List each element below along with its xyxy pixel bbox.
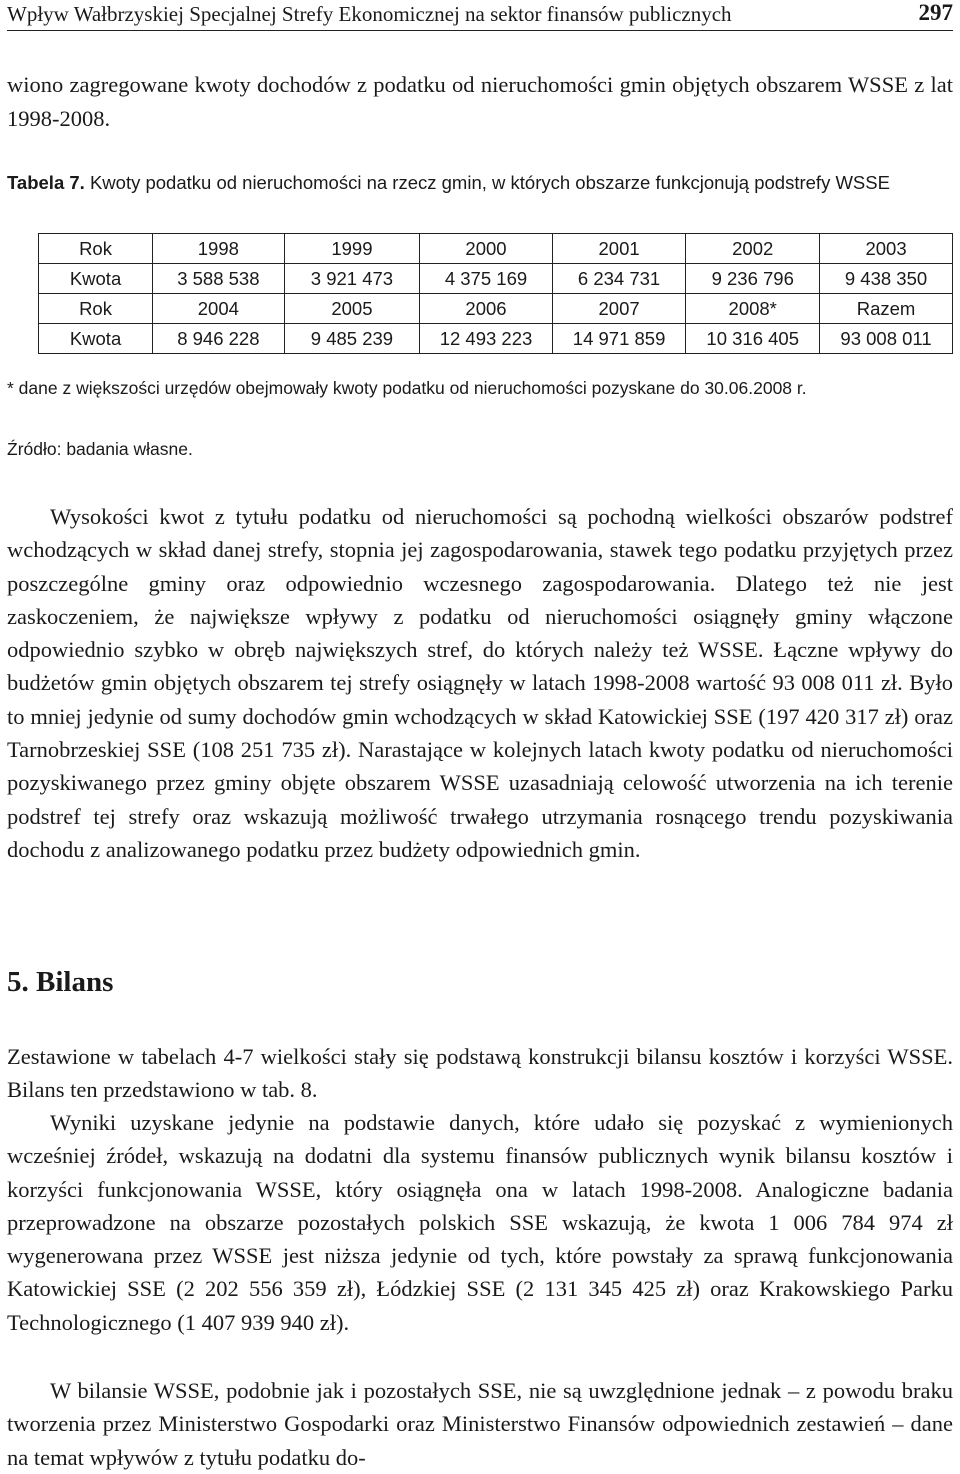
table-cell: 6 234 731 [552,264,686,294]
table-cell: 9 236 796 [686,264,820,294]
table-row-header: Kwota [39,264,153,294]
tax-table [38,233,953,354]
table-cell: 12 493 223 [420,324,553,354]
table-note: * dane z większości urzędów obejmowały kwoty podatku od nieruchomości pozyskane do 30.06.2008 r. [7,378,807,398]
table-cell: 4 375 169 [420,264,553,294]
table-cell: 2007 [552,294,686,324]
table-row [39,324,953,354]
table-cell: 2002 [686,234,820,264]
table-row [39,294,953,324]
intro-paragraph: wiono zagregowane kwoty dochodów z podatku od nieruchomości gmin objętych obszarem WSSE z lat 1998-2008. [7,72,953,131]
table-cell: 2000 [420,234,553,264]
table-source: Źródło: badania własne. [7,439,193,459]
body-paragraph-2: Zestawione w tabelach 4-7 wielkości stały się podstawą konstrukcji bilansu kosztów i korzyści WSSE. Bilans ten przedstawiono w tab. 8. [7,1044,953,1103]
table-cell: 2003 [820,234,953,264]
table-row-header: Kwota [39,324,153,354]
page-number: 297 [918,0,953,25]
running-header-title: Wpływ Wałbrzyskiej Specjalnej Strefy Ekonomicznej na sektor finansów publicznych [7,2,732,26]
table-caption-label: Tabela 7. [7,172,85,193]
table-row-header: Rok [39,294,153,324]
table-caption [7,167,953,199]
table-cell: 93 008 011 [820,324,953,354]
table-cell: 2006 [420,294,553,324]
table-cell: 10 316 405 [686,324,820,354]
table-row-header: Rok [39,234,153,264]
tax-table-body [39,234,953,354]
section-heading: 5. Bilans [7,966,114,998]
table-cell: 2001 [552,234,686,264]
body-paragraph-4: W bilansie WSSE, podobnie jak i pozostałych SSE, nie są uwzględnione jednak – z powodu braku tworzenia przez Ministerstwo Gospodarki oraz Ministerstwo Finansów odpowiednich zestawień – dane na temat wpływów z tytułu podatku do- [7,1378,953,1470]
body-paragraph-3: Wyniki uzyskane jedynie na podstawie danych, które udało się pozyskać z wymienionych wcześniej źródeł, wskazują na dodatni dla systemu finansów publicznych wynik bilansu kosztów i korzyści funkcjonowania WSSE, który osiągnęła ona w latach 1998-2008. Analogiczne badania przeprowadzone na obszarze pozostałych polskich SSE wskazują, że kwota 1 006 784 974 zł wygenerowana przez WSSE jest niższa jedynie od tych, które powstały za sprawą funkcjonowania Katowickiej SSE (2 202 556 359 zł), Łódzkiej SSE (2 131 345 425 zł) oraz Krakowskiego Parku Technologicznego (1 407 939 940 zł). [7,1110,953,1335]
table-cell: 1998 [153,234,285,264]
table-cell: 1999 [284,234,420,264]
running-header [7,0,953,31]
table-cell: 3 588 538 [153,264,285,294]
table-cell: 3 921 473 [284,264,420,294]
body-paragraph-1: Wysokości kwot z tytułu podatku od nieruchomości są pochodną wielkości obszarów podstref wchodzących w skład danej strefy, stopnia jej zagospodarowania, stawek tego podatku przyjętych przez poszczególne gminy oraz odpowiednio wczesnego zagospodarowania. Dlatego też nie jest zaskoczeniem, że największe wpływy z podatku od nieruchomości osiągnęły gminy włączone odpowiednio szybko w obręb największych stref, do których należy też WSSE. Łączne wpływy do budżetów gmin objętych obszarem tej strefy osiągnęły w latach 1998-2008 wartość 93 008 011 zł. Było to mniej jedynie od sumy dochodów gmin wchodzących w skład Katowickiej SSE (197 420 317 zł) oraz Tarnobrzeskiej SSE (108 251 735 zł). Narastające w kolejnych latach kwoty podatku od nieruchomości pozyskiwanego przez gminy objęte obszarem WSSE uzasadniają celowość utworzenia na ich terenie podstref tej strefy oraz wskazują możliwość trwałego utrzymania rosnącego trendu pozyskiwania dochodu z analizowanego podatku przez budżety odpowiednich gmin. [7,504,953,862]
table-cell: 9 438 350 [820,264,953,294]
table-row [39,234,953,264]
table-cell: 2005 [284,294,420,324]
table-row [39,264,953,294]
table-cell: 9 485 239 [284,324,420,354]
table-cell: Razem [820,294,953,324]
table-cell: 2004 [153,294,285,324]
table-cell: 2008* [686,294,820,324]
table-cell: 14 971 859 [552,324,686,354]
table-cell: 8 946 228 [153,324,285,354]
table-caption-text: Kwoty podatku od nieruchomości na rzecz gmin, w których obszarze funkcjonują podstrefy WSSE [89,172,890,193]
